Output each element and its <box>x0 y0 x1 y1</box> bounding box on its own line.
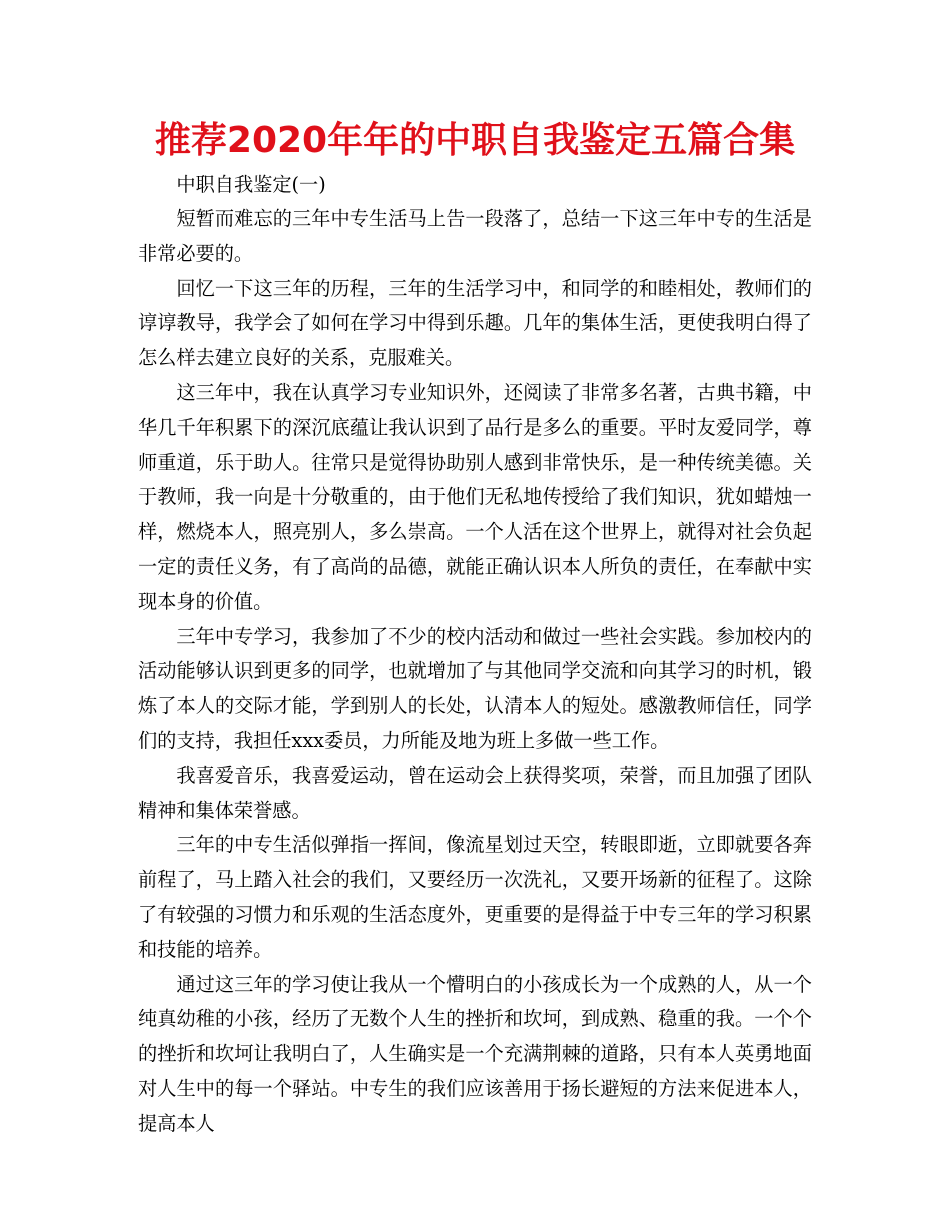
paragraph-1: 短暂而难忘的三年中专生活马上告一段落了，总结一下这三年中专的生活是非常必要的。 <box>138 207 812 265</box>
paragraph-7: 通过这三年的学习使让我从一个懵明白的小孩成长为一个成熟的人，从一个纯真幼稚的小孩，经历了无数个人生的挫折和坎坷，到成熟、稳重的我。一个个的挫折和坎坷让我明白了，人生确实是一个充满荆棘的道路，只有本人英勇地面对人生中的每一个驿站。中专生的我们应该善用于扬长避短的方法来促进本人，提高本人 <box>138 972 812 1135</box>
paragraph-2: 回忆一下这三年的历程，三年的生活学习中，和同学的和睦相处，教师们的谆谆教导，我学会了如何在学习中得到乐趣。几年的集体生活，更使我明白得了怎么样去建立良好的关系，克服难关。 <box>138 276 812 370</box>
paragraph-4: 三年中专学习，我参加了不少的校内活动和做过一些社会实践。参加校内的活动能够认识到更多的同学，也就增加了与其他同学交流和向其学习的时机，锻炼了本人的交际才能，学到别人的长处，认清本人的短处。感激教师信任，同学们的支持，我担任xxx委员，力所能及地为班上多做一些工作。 <box>138 624 812 752</box>
paragraph-3: 这三年中，我在认真学习专业知识外，还阅读了非常多名著，古典书籍，中华几千年积累下的深沉底蕴让我认识到了品行是多么的重要。平时友爱同学，尊师重道，乐于助人。往常只是觉得协助别人感到非常快乐，是一种传统美德。关于教师，我一向是十分敬重的，由于他们无私地传授给了我们知识，犹如蜡烛一样，燃烧本人，照亮别人，多么崇高。一个人活在这个世界上，就得对社会负起一定的责任义务，有了高尚的品德，就能正确认识本人所负的责任，在奉献中实现本身的价值。 <box>138 380 812 613</box>
document-title: 推荐2020年年的中职自我鉴定五篇合集 <box>154 120 796 161</box>
paragraph-6: 三年的中专生活似弹指一挥间，像流星划过天空，转眼即逝，立即就要各奔前程了，马上踏入社会的我们，又要经历一次洗礼，又要开场新的征程了。这除了有较强的习惯力和乐观的生活态度外，更重要的是得益于中专三年的学习积累和技能的培养。 <box>138 833 812 961</box>
document-body <box>138 168 812 1142</box>
paragraph-5: 我喜爱音乐，我喜爱运动，曾在运动会上获得奖项，荣誉，而且加强了团队精神和集体荣誉感。 <box>138 763 812 822</box>
section-heading: 中职自我鉴定(一) <box>176 173 326 196</box>
